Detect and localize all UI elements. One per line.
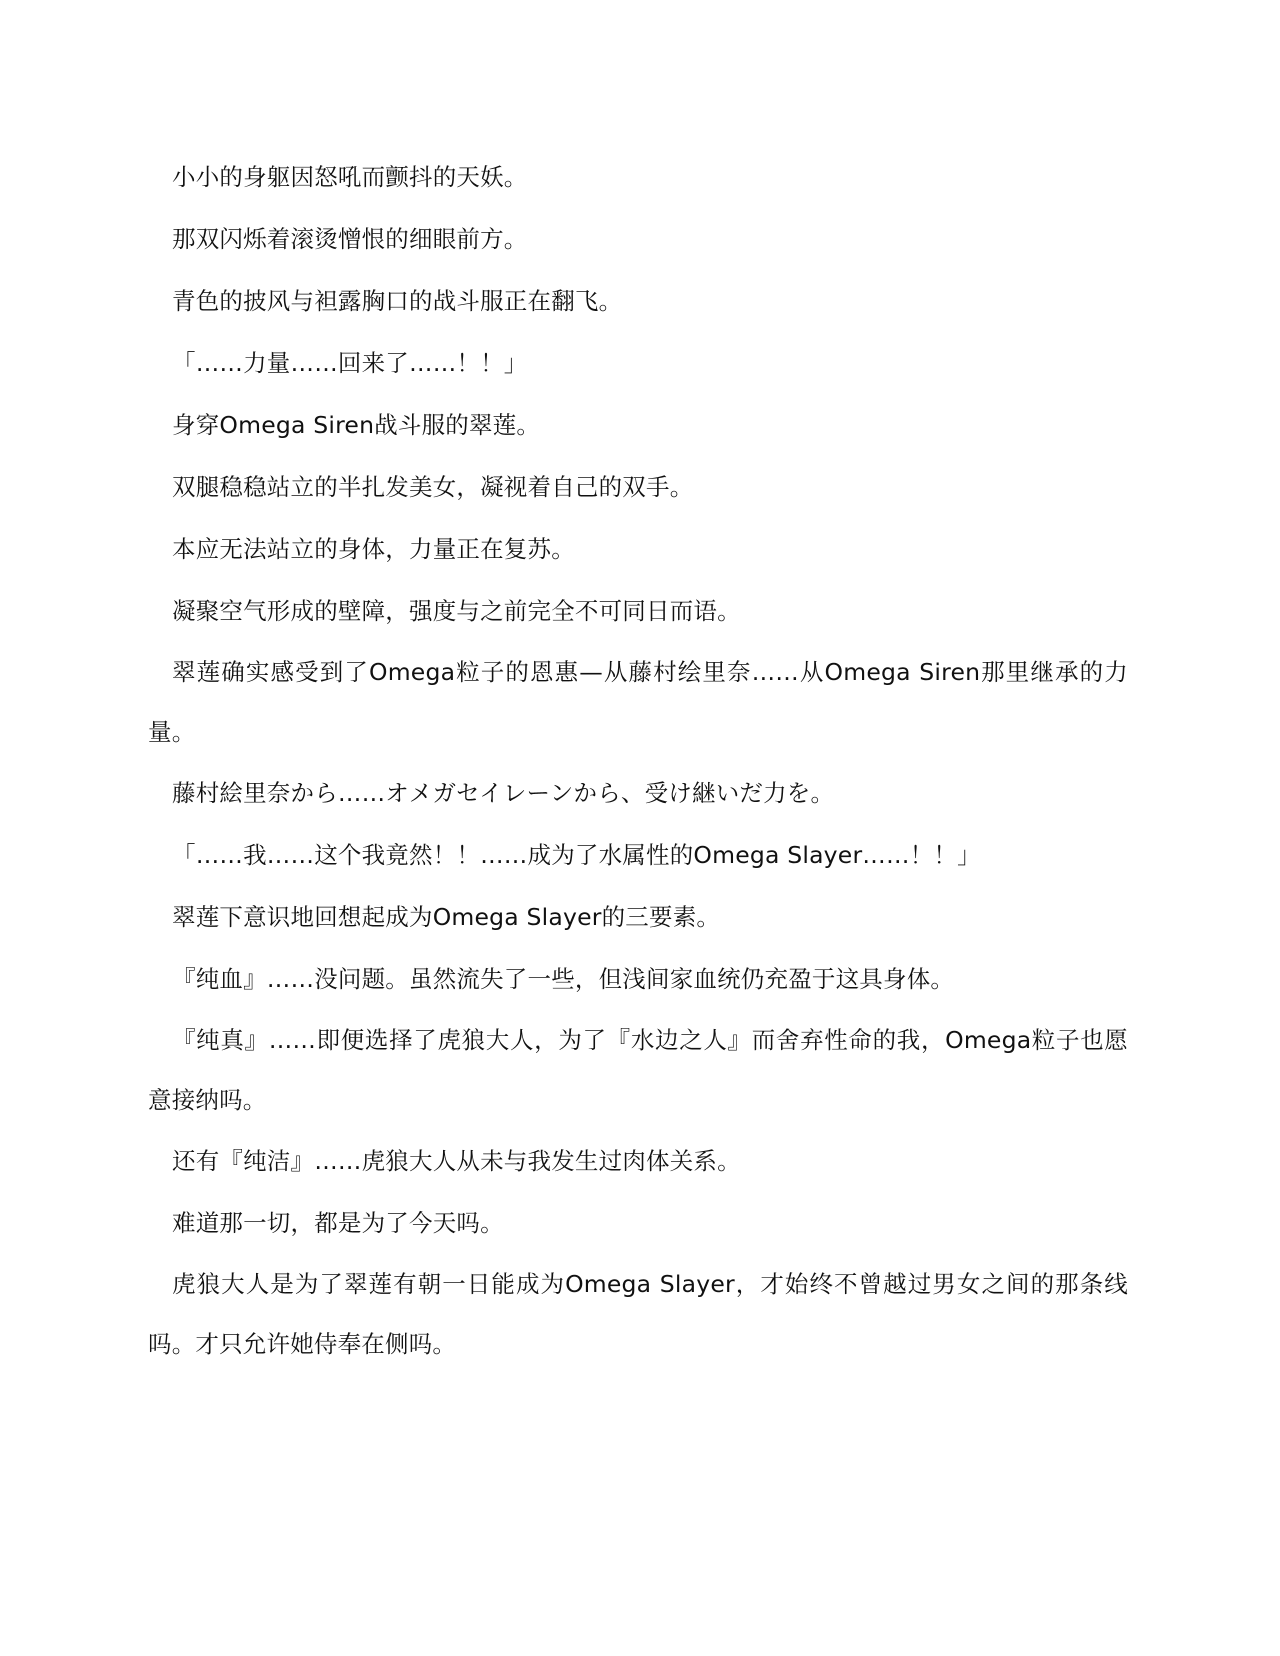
paragraph: 还有『纯洁』……虎狼大人从未与我发生过肉体关系。 <box>172 1147 741 1175</box>
paragraph: 『纯真』……即便选择了虎狼大人，为了『水边之人』而舍弃性命的我，Omega粒子也愿意接纳吗。 <box>148 1026 1128 1114</box>
paragraph: 身穿Omega Siren战斗服的翠莲。 <box>172 411 541 439</box>
paragraph: 凝聚空气形成的壁障，强度与之前完全不可同日而语。 <box>172 597 741 625</box>
paragraph: 双腿稳稳站立的半扎发美女，凝视着自己的双手。 <box>172 473 694 501</box>
paragraph: 虎狼大人是为了翠莲有朝一日能成为Omega Slayer，才始终不曾越过男女之间的那条线吗。才只允许她侍奉在侧吗。 <box>148 1270 1128 1358</box>
paragraph: 翠莲下意识地回想起成为Omega Slayer的三要素。 <box>172 903 721 931</box>
paragraph: 青色的披风与袒露胸口的战斗服正在翻飞。 <box>172 287 623 315</box>
paragraph: 那双闪烁着滚烫憎恨的细眼前方。 <box>172 225 528 253</box>
dialogue-line: 「……我……这个我竟然！！……成为了水属性的Omega Slayer……！！」 <box>172 841 981 869</box>
dialogue-line: 「……力量……回来了……！！」 <box>172 349 528 377</box>
paragraph: 藤村絵里奈から……オメガセイレーンから、受け継いだ力を。 <box>172 779 835 807</box>
paragraph: 『纯血』……没问题。虽然流失了一些，但浅间家血统仍充盈于这具身体。 <box>172 965 955 993</box>
paragraph: 小小的身躯因怒吼而颤抖的天妖。 <box>172 163 528 191</box>
paragraph: 难道那一切，都是为了今天吗。 <box>172 1209 504 1237</box>
paragraph: 翠莲确实感受到了Omega粒子的恩惠—从藤村绘里奈……从Omega Siren那里继承的力量。 <box>148 658 1128 746</box>
novel-text-body <box>148 146 1128 1374</box>
paragraph: 本应无法站立的身体，力量正在复苏。 <box>172 535 575 563</box>
